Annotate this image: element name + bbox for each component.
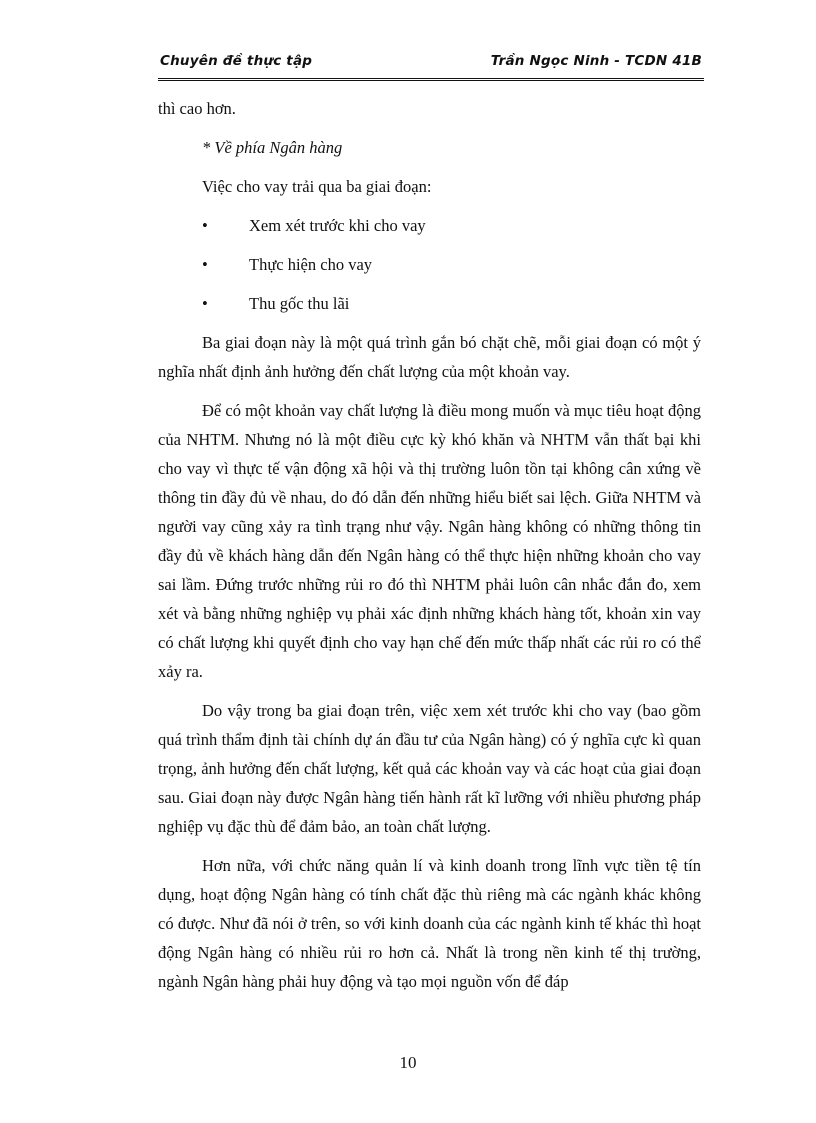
paragraph: Do vậy trong ba giai đoạn trên, việc xem xét trước khi cho vay (bao gồm quá trình thẩm định tài chính dự án đầu tư của Ngân hàng) có ý nghĩa cực kì quan trọng, ảnh hưởng đến chất lượng, kết quả các khoản vay và các hoạt của giai đoạn sau. Giai đoạn này được Ngân hàng tiến hành rất kĩ lưỡng với nhiều phương pháp nghiệp vụ đặc thù để đảm bảo, an toàn chất lượng.: [158, 701, 701, 836]
page-number: 10: [399, 1053, 417, 1072]
list-item: [158, 211, 701, 240]
paragraph: Ba giai đoạn này là một quá trình gắn bó chặt chẽ, mỗi giai đoạn có một ý nghĩa nhất định ảnh hưởng đến chất lượng của một khoản vay.: [158, 333, 701, 381]
header-left-title: Chuyên đề thực tập: [160, 53, 313, 69]
paragraph: Hơn nữa, với chức năng quản lí và kinh doanh trong lĩnh vực tiền tệ tín dụng, hoạt động Ngân hàng có tính chất đặc thù riêng mà các ngành khác không có được. Như đã nói ở trên, so với kinh doanh của các ngành kinh tế khác thì hoạt động Ngân hàng có nhiều rủi ro hơn cả. Nhất là trong nền kinh tế thị trường, ngành Ngân hàng phải huy động và tạo mọi nguồn vốn để đáp: [158, 856, 701, 991]
paragraph: Để có một khoản vay chất lượng là điều mong muốn và mục tiêu hoạt động của NHTM. Nhưng nó là một điều cực kỳ khó khăn và NHTM vẫn thất bại khi cho vay vì thực tế vận động xã hội và thị trường luôn tồn tại không cân xứng về thông tin đầy đủ về nhau, do đó dẫn đến những hiểu biết sai lệch. Giữa NHTM và người vay cũng xảy ra tình trạng như vậy. Ngân hàng không có những thông tin đầy đủ về khách hàng dẫn đến Ngân hàng có thể thực hiện những khoản cho vay sai lầm. Đứng trước những rủi ro đó thì NHTM phải luôn cân nhắc đắn đo, xem xét và bằng những nghiệp vụ phải xác định những khách hàng tốt, khoản xin vay có chất lượng khi quyết định cho vay hạn chế đến mức thấp nhất các rủi ro có thể xảy ra.: [158, 401, 701, 681]
list-item-text: Thực hiện cho vay: [249, 255, 373, 274]
bullet-icon: •: [202, 216, 208, 235]
bullet-icon: •: [202, 294, 208, 313]
list-item-text: Xem xét trước khi cho vay: [249, 216, 426, 235]
list-intro: Việc cho vay trải qua ba giai đoạn:: [202, 177, 432, 196]
continuation-line: thì cao hơn.: [158, 99, 236, 118]
bullet-icon: •: [202, 255, 208, 274]
document-body: [158, 94, 701, 996]
section-heading: * Về phía Ngân hàng: [202, 138, 343, 157]
list-item: [158, 289, 701, 318]
header-right-author: Trần Ngọc Ninh - TCDN 41B: [490, 53, 702, 69]
running-header: [158, 50, 704, 81]
list-item: [158, 250, 701, 279]
list-item-text: Thu gốc thu lãi: [249, 294, 350, 313]
